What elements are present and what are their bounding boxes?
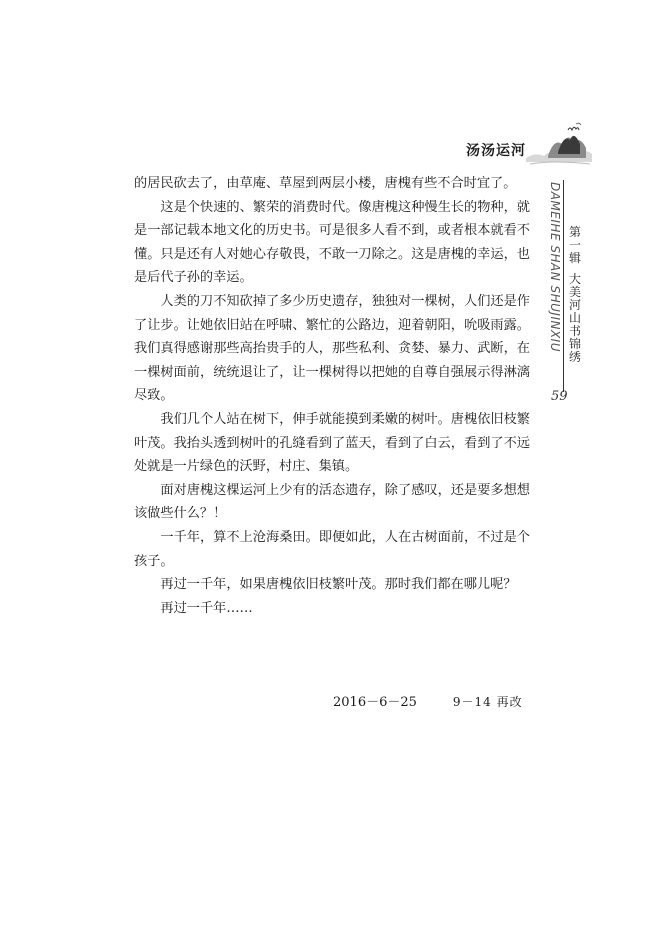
- section-title-char: 大: [568, 272, 581, 286]
- ink-landscape-ornament: [524, 118, 594, 170]
- section-char: 一: [568, 238, 581, 252]
- article-body: [134, 172, 530, 620]
- side-latin-title: DAMEIHE SHAN SHUJINXIU: [548, 182, 562, 353]
- page-number: 59: [551, 389, 568, 404]
- section-title-char: 绣: [568, 350, 581, 364]
- date-line: [333, 691, 523, 710]
- paragraph: 人类的刀不知砍掉了多少历史遗存，独独对一棵树，人们还是作了让步。让她依旧站在呼啸、繁忙的公路边，迎着朝阳，吮吸雨露。我们真得感谢那些高抬贵手的人，那些私利、贪婪、暴力、武断，在一棵树面前，统统退让了，让一棵树得以把她的自尊自强展示得淋漓尽致。: [134, 293, 530, 404]
- edit-note: 9－14 再改: [452, 695, 523, 709]
- paragraph: 再过一千年……: [160, 600, 253, 616]
- paragraph: 再过一千年，如果唐槐依旧枝繁叶茂。那时我们都在哪儿呢？: [160, 577, 517, 593]
- paragraph: 的居民砍去了，由草庵、草屋到两层小楼，唐槐有些不合时宜了。: [134, 176, 517, 191]
- side-divider: [563, 180, 564, 392]
- section-char: 第: [568, 225, 581, 239]
- section-title-char: 美: [568, 285, 581, 299]
- section-title-char: 河: [568, 298, 581, 312]
- section-title-char: 书: [568, 324, 581, 338]
- paragraph: 一千年，算不上沧海桑田。即便如此，人在古树面前，不过是个孩子。: [134, 529, 530, 569]
- side-section-label: [567, 226, 583, 364]
- section-char: 辑: [568, 251, 581, 265]
- paragraph: 面对唐槐这棵运河上少有的活态遗存，除了感叹，还是要多想想该做些什么？！: [134, 482, 530, 522]
- date: 2016－6－25: [333, 695, 417, 710]
- section-title-char: 锦: [568, 337, 581, 351]
- running-header-title: 汤汤运河: [466, 143, 526, 159]
- paragraph: 我们几个人站在树下，伸手就能摸到柔嫩的树叶。唐槐依旧枝繁叶茂。我抬头透到树叶的孔缝看到了蓝天，看到了白云，看到了不远处就是一片绿色的沃野，村庄、集镇。: [134, 411, 530, 475]
- paragraph: 这是个快速的、繁荣的消费时代。像唐槐这种慢生长的物种，就是一部记载本地文化的历史书。可是很多人看不到，或者根本就看不懂。只是还有人对她心存敬畏，不敢一刀除之。这是唐槐的幸运，也是后代子孙的幸运。: [134, 199, 530, 286]
- section-title-char: 山: [568, 311, 581, 325]
